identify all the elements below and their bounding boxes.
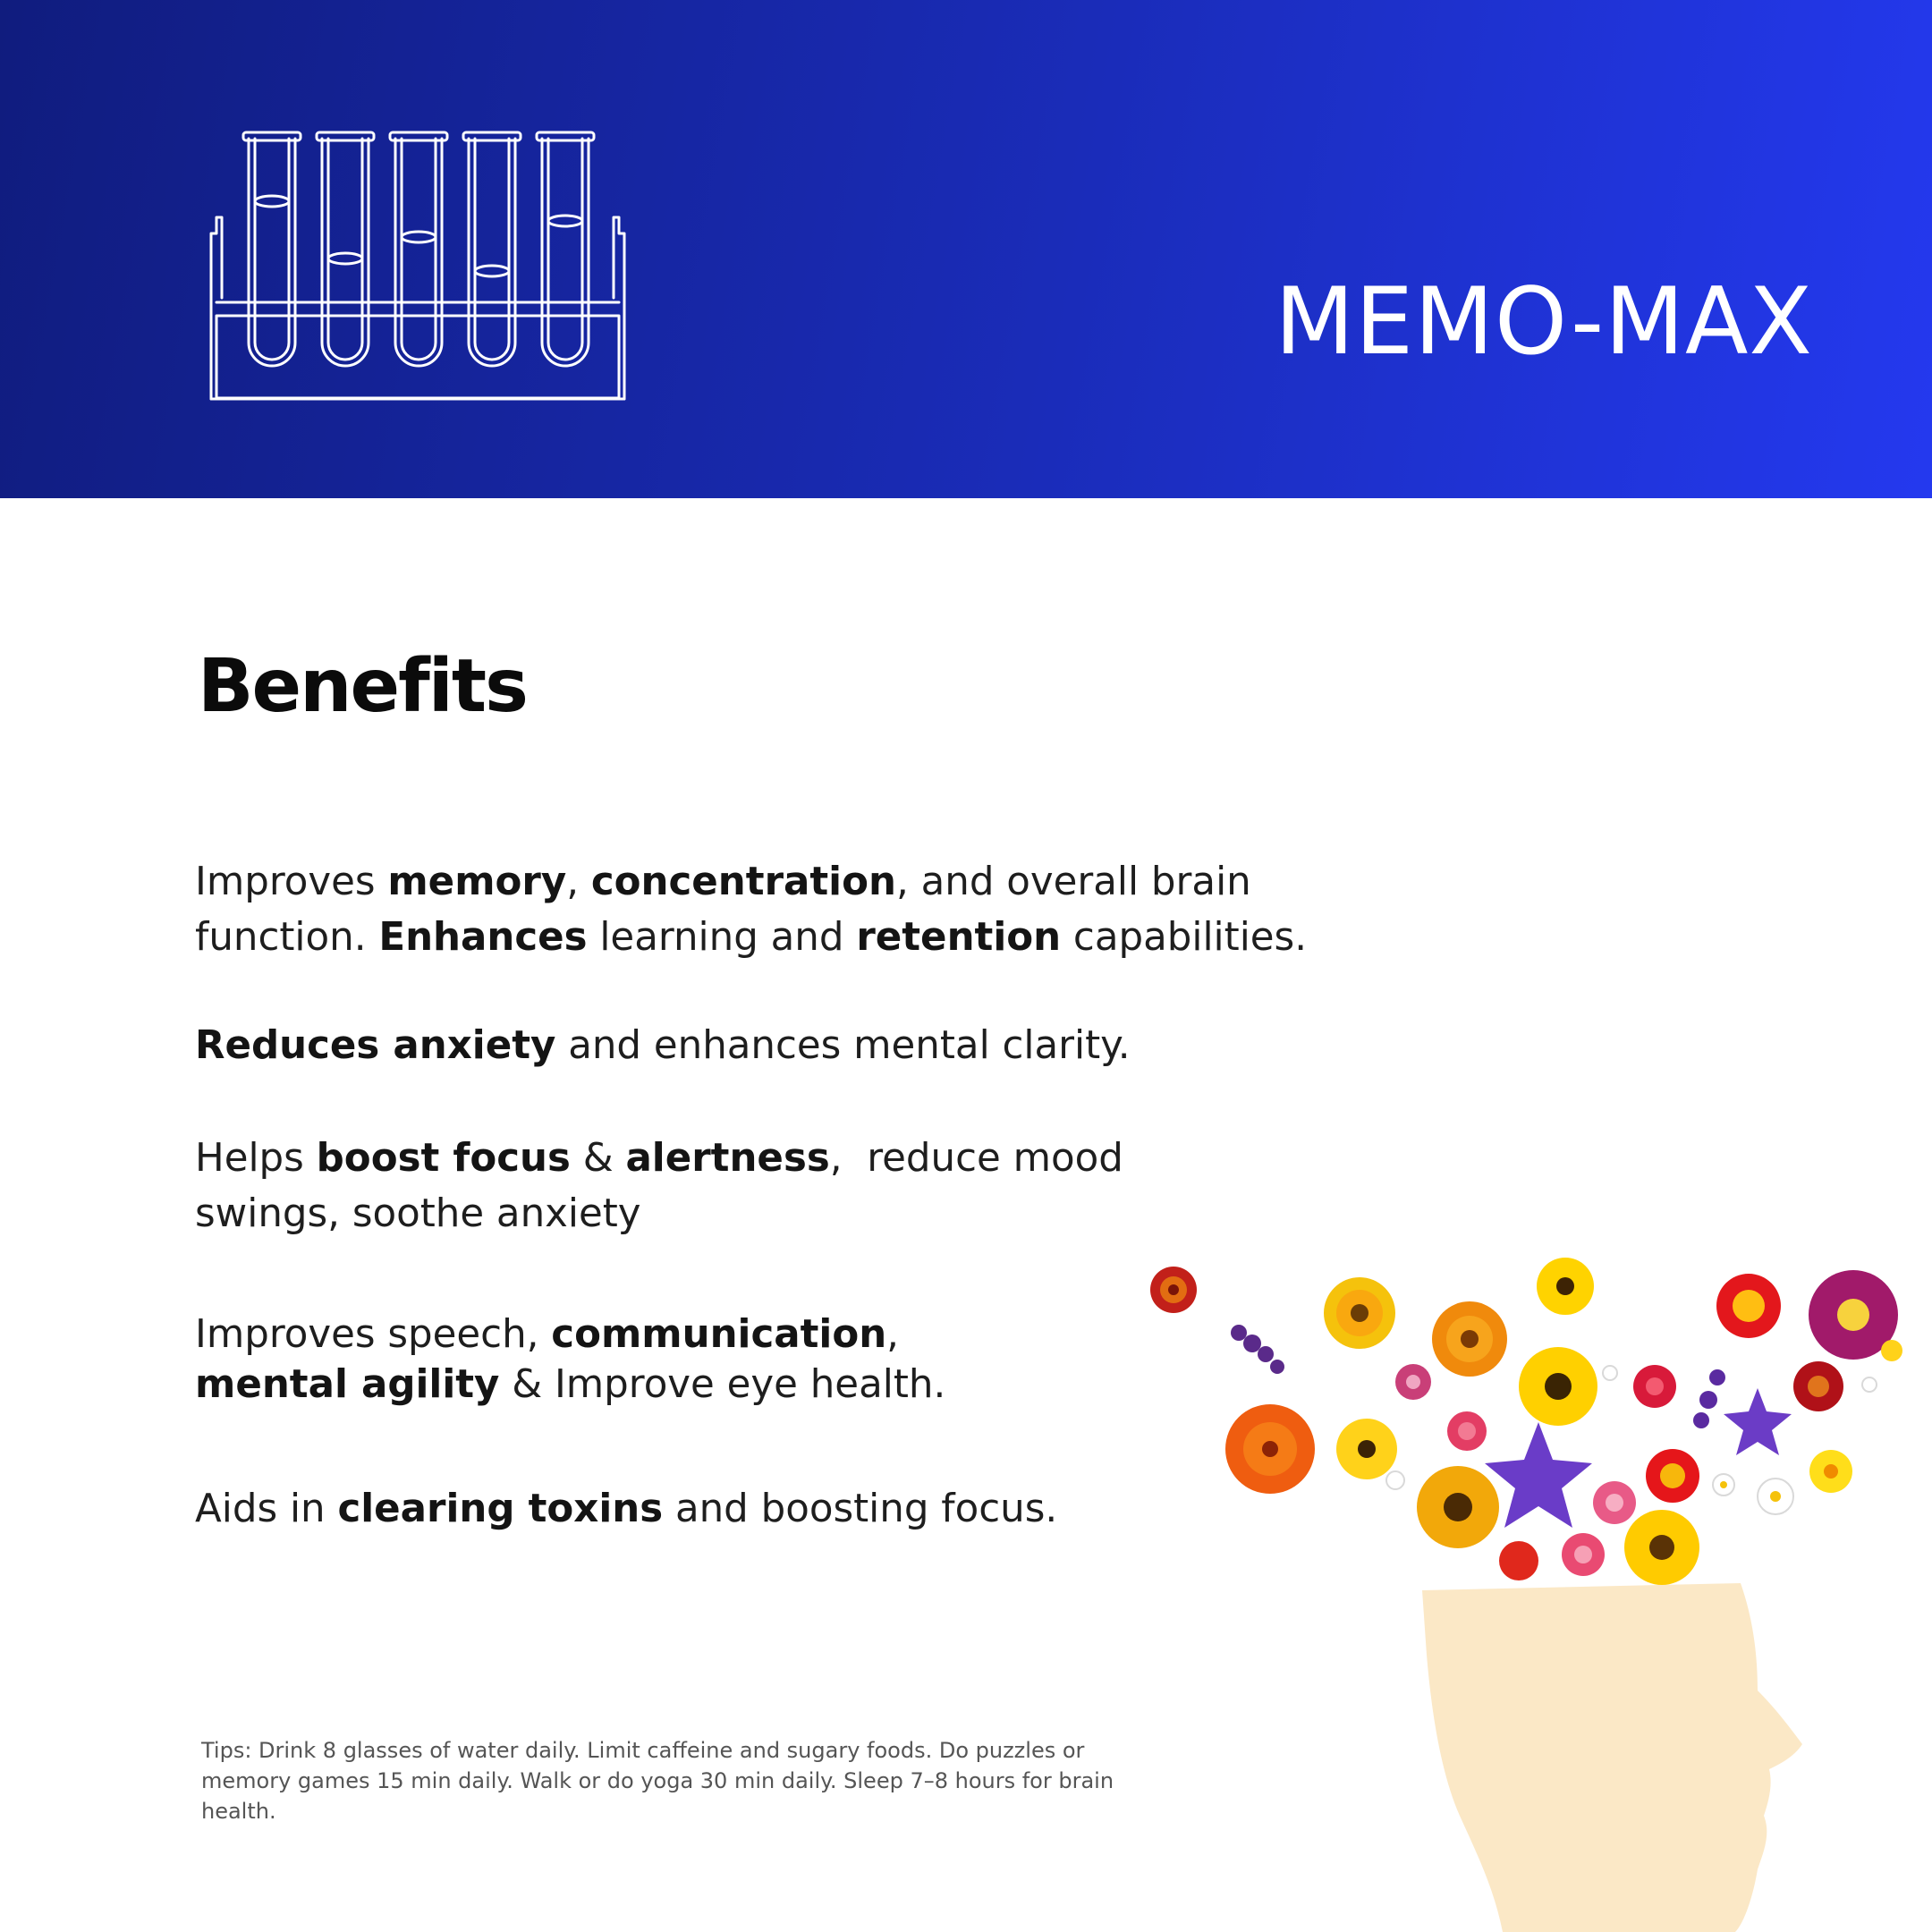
tips-text: Tips: Drink 8 glasses of water daily. Limit caffeine and sugary foods. Do puzzles or memory games 15 min daily. Walk or do yoga 30 min daily. Sleep 7–8 hours for brain health. — [201, 1738, 1114, 1824]
test-tube-rack-icon — [204, 128, 631, 405]
benefit-line: Improves speech, communication, — [195, 1312, 899, 1357]
benefit-item — [195, 1481, 1057, 1537]
header-banner — [0, 0, 1932, 498]
benefit-line: Aids in clearing toxins and boosting focus. — [195, 1487, 1058, 1531]
benefit-item — [195, 1018, 1131, 1073]
benefit-item — [195, 1309, 945, 1410]
benefit-line: swings, soothe anxiety — [195, 1191, 641, 1236]
head-silhouette — [1422, 1583, 1802, 1932]
benefit-line: Improves memory, concentration, and overall brain — [195, 860, 1251, 904]
section-title: Benefits — [198, 644, 527, 729]
benefit-line: Reduces anxiety and enhances mental clarity. — [195, 1023, 1131, 1068]
benefit-line: mental agility & Improve eye health. — [195, 1362, 946, 1407]
flower-cluster — [1150, 1258, 1902, 1585]
benefit-line: function. Enhances learning and retention capabilities. — [195, 915, 1308, 960]
head-with-flowers-illustration — [1127, 1243, 1932, 1932]
benefit-item — [195, 854, 1307, 965]
brand-title: MEMO-MAX — [1275, 268, 1813, 376]
benefit-item — [195, 1131, 1123, 1241]
benefit-line: Helps boost focus & alertness, reduce mood — [195, 1136, 1123, 1181]
